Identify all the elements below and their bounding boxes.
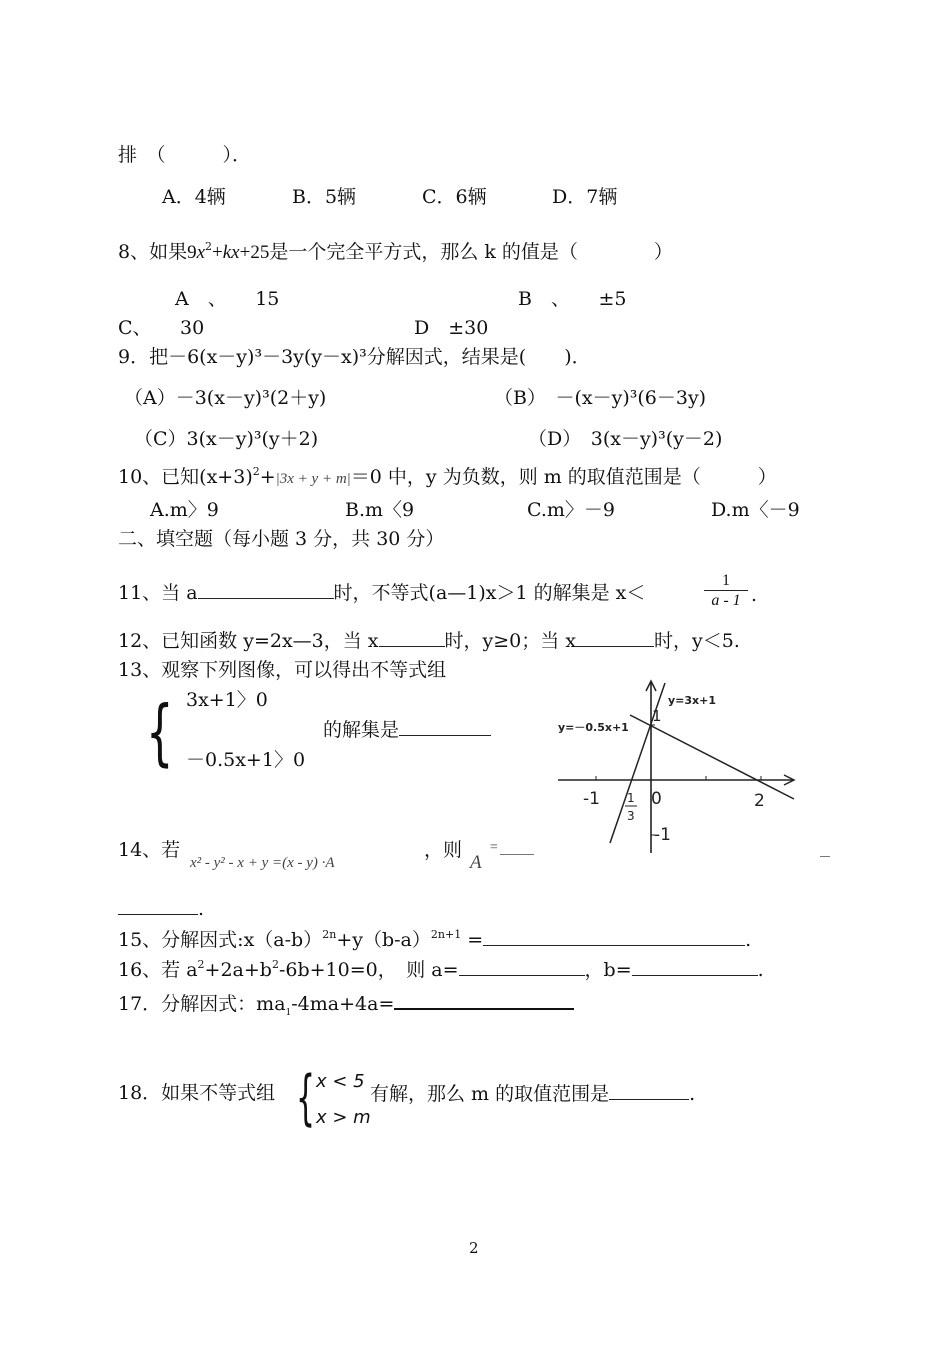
q7-option-c: C．6辆: [422, 186, 487, 208]
q13-graph: [550, 675, 805, 860]
y-label-1: 1: [652, 707, 662, 725]
q9-option-b: （B） －(x－y)³(6－3y): [494, 387, 707, 409]
x-label-2: 2: [754, 791, 765, 811]
label-line-1: y=3x+1: [668, 694, 717, 707]
q8-stem: 8、如果$9x^2+kx+25$是一个完全平方式，那么 k 的值是（ ）: [118, 240, 673, 263]
q13-answer-line: 的解集是: [323, 717, 491, 742]
q10-option-d: D.m〈－9: [711, 499, 800, 521]
label-line-2: y=－0.5x+1: [558, 721, 629, 734]
q18-condition-1: x < 5: [316, 1071, 365, 1092]
q12-blank-2[interactable]: [576, 628, 654, 647]
q14-equals: =: [489, 840, 499, 855]
q13-answer-blank[interactable]: [399, 717, 491, 736]
q16-blank-a[interactable]: [459, 957, 585, 976]
line-neg-half-x-plus-1: [630, 715, 794, 799]
q8-option-a: A 、 15: [175, 288, 280, 310]
q10-stem: 10、已知$(x+3)^2+|3x + y + m|=0$ 中，y 为负数，则 m 的取值范围是（ ）: [118, 465, 777, 488]
q9-option-d: （D） 3(x－y)³(y－2): [528, 428, 723, 450]
y-label-neg1: -1: [654, 825, 671, 845]
q18-stem: 有解，那么 m 的取值范围是 .: [370, 1083, 696, 1105]
q8-option-b: B 、 ±5: [518, 288, 627, 310]
q9-option-a: （A）－3(x－y)³(2＋y): [124, 387, 327, 409]
q11-fraction: $\frac{1}{a - 1}$: [704, 572, 748, 611]
q18-condition-2: x > m: [316, 1107, 371, 1128]
q7-option-a: A．4辆: [162, 186, 226, 208]
x-label-0: 0: [651, 789, 662, 809]
q7-tail: 排 （ ）．: [118, 144, 252, 166]
q14-then: ，则: [424, 839, 463, 861]
section-2-heading: 二、填空题（每小题 3 分，共 30 分）: [118, 528, 445, 550]
x-label-frac-num: 1: [627, 791, 635, 805]
q15-answer-blank[interactable]: [483, 927, 745, 946]
q9-option-c: （C）3(x－y)³(y＋2): [134, 428, 319, 450]
q16-stem: 16、若 $a^2+2a+b^2-6b+10=0$， 则 a= ，b= .: [118, 958, 764, 981]
q18-answer-blank[interactable]: [609, 1081, 689, 1100]
q14-blank-part-3[interactable]: [118, 896, 198, 915]
q14-continuation: .: [118, 896, 204, 921]
q10-option-c: C.m〉－9: [527, 499, 616, 521]
x-label-neg1: -1: [583, 789, 600, 809]
q14-expression: x² - y² - x + y =(x - y) ·A: [190, 855, 335, 871]
x-label-frac-den: 3: [627, 809, 635, 823]
q13-stem: 13、观察下列图像，可以得出不等式组: [118, 659, 447, 681]
q14-blank-part-1[interactable]: [500, 854, 534, 855]
q7-option-b: B．5辆: [292, 186, 357, 208]
q12-stem: 12、已知函数 y=2x—3，当 x 时，y≥0；当 x 时，y＜5.: [118, 630, 740, 652]
q17-stem: 17．分解因式：$ma_1-4ma+4a=$: [118, 990, 574, 1016]
q7-option-d: D．7辆: [552, 186, 618, 208]
q13-brace: {: [146, 690, 174, 774]
q13-inequality-1: 3x+1〉0: [186, 689, 268, 711]
q15-stem: 15、分解因式$:x(a-b)^{2n}+y(b-a)^{2n+1}$ = .: [118, 928, 752, 951]
q11-stem: 11、当 a 时，不等式(a—1)x＞1 的解集是 x＜: [118, 582, 646, 604]
q11-answer-blank[interactable]: [198, 580, 334, 599]
q17-answer-blank[interactable]: [394, 990, 574, 1010]
q12-blank-1[interactable]: [379, 628, 445, 647]
q10-option-b: B.m〈9: [345, 499, 415, 521]
q14-prefix: 14、若: [118, 839, 181, 861]
q8-option-d: D ±30: [414, 317, 489, 339]
page-number: 2: [469, 1239, 479, 1257]
q18-brace: {: [296, 1063, 316, 1133]
q13-inequality-2: －0.5x+1〉0: [186, 749, 306, 771]
q10-option-a: A.m〉9: [150, 499, 219, 521]
q14-blank-part-2[interactable]: [820, 856, 830, 857]
q16-blank-b[interactable]: [632, 957, 758, 976]
q14-A: A: [470, 852, 482, 873]
q8-option-c: C、 30: [118, 317, 205, 339]
q11-period: .: [751, 584, 758, 606]
q18-prefix: 18．如果不等式组: [118, 1082, 276, 1104]
q9-stem: 9．把－6(x－y)³－3y(y－x)³分解因式，结果是( )．: [118, 346, 591, 368]
